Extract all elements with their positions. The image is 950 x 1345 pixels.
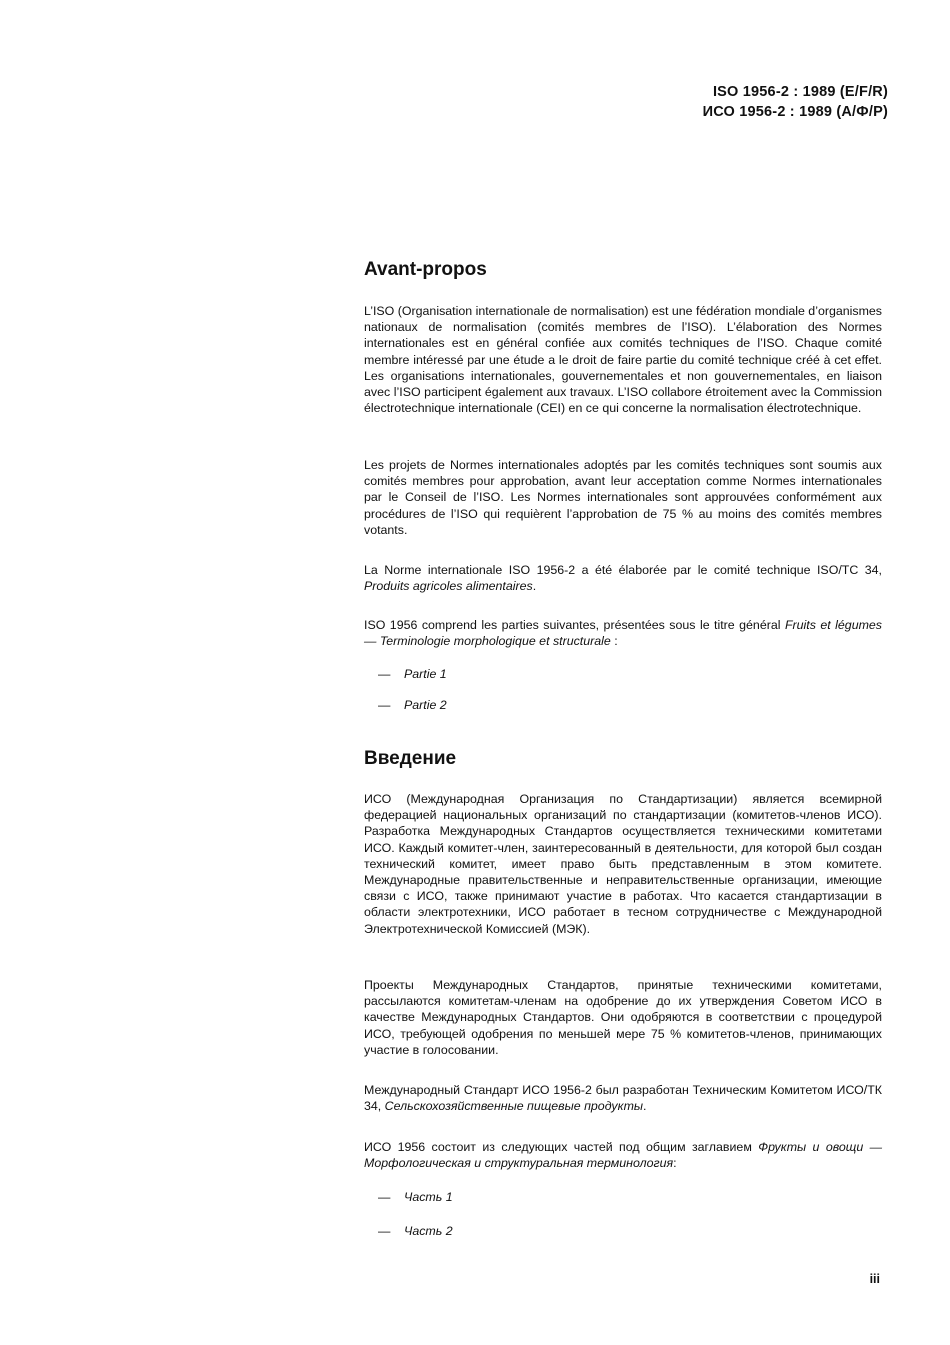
russian-paragraph-2: Проекты Международных Стандартов, принятые техническими комитетами, рассылаются комитетам-членам на одобрение до их утверждения Советом ИСО в качестве Международных Стандартов. Они одобряются в соответствии с процедурой ИСО, требующей одобрения по меньшей мере 75 % комитетов-членов, принимающих участие в голосовании.	[364, 978, 882, 1057]
french-paragraph-1: L’ISO (Organisation internationale de normalisation) est une fédération mondiale d’organismes nationaux de normalisation (comités membres de l’ISO). L’élaboration des Normes internationales est en général confiée aux comités techniques de l’ISO. Chaque comité membre intéressé par une étude a le droit de faire partie du comité technique créé à cet effet. Les organisations internationales, gouvernementales et non gouvernementales, en liaison avec l’ISO participent également aux travaux. L’ISO collabore étroitement avec la Commission électrotechnique internationale (CEI) en ce qui concerne la normalisation électrotechnique.	[364, 304, 882, 416]
french-part-1-item: — Partie 1	[378, 667, 447, 681]
russian-heading: Введение	[364, 748, 457, 769]
french-heading: Avant-propos	[364, 259, 487, 280]
russian-part-2-item: — Часть 2	[378, 1224, 453, 1238]
french-paragraph-4: ISO 1956 comprend les parties suivantes, présentées sous le titre général Fruits et légumes — Terminologie morphologique et structurale :	[364, 618, 882, 649]
russian-paragraph-1: ИСО (Международная Организация по Стандартизации) является всемирной федерацией национальных организаций по стандартизации (комитетов-членов ИСО). Разработка Международных Стандартов осуществляется техническими комитетами ИСО. Каждый комитет-член, заинтересованный в деятельности, для которой был создан технический комитет, имеет право быть представленным в этом комитете. Международные правительственные и неправительственные организации, имеющие связи с ИСО, также принимают участие в работах. Что касается стандартизации в области электротехники, ИСО работает в тесном сотрудничестве с Международной Электротехнической Комиссией (МЭК).	[364, 792, 882, 936]
standard-designation-cyrillic: ИСО 1956-2 : 1989 (А/Ф/Р)	[702, 104, 888, 120]
russian-part-1-item: — Часть 1	[378, 1190, 453, 1204]
russian-paragraph-3: Международный Стандарт ИСО 1956-2 был разработан Техническим Комитетом ИСО/ТК 34, Сельскохозяйственные пищевые продукты.	[364, 1083, 882, 1114]
document-header	[703, 82, 888, 122]
french-part-2-item: — Partie 2	[378, 698, 447, 712]
page-number: iii	[869, 1272, 880, 1286]
french-paragraph-3: La Norme internationale ISO 1956-2 a été élaborée par le comité technique ISO/TC 34, Produits agricoles alimentaires.	[364, 563, 882, 594]
standard-designation-latin: ISO 1956-2 : 1989 (E/F/R)	[712, 84, 888, 100]
russian-paragraph-4: ИСО 1956 состоит из следующих частей под общим заглавием Фрукты и овощи — Морфологическая и структуральная терминология:	[364, 1140, 882, 1171]
french-paragraph-2: Les projets de Normes internationales adoptés par les comités techniques sont soumis aux comités membres pour approbation, avant leur acceptation comme Normes internationales par le Conseil de l’ISO. Les Normes internationales sont approuvées conformément aux procédures de l’ISO qui requièrent l’approbation de 75 % au moins des comités membres votants.	[364, 458, 882, 537]
